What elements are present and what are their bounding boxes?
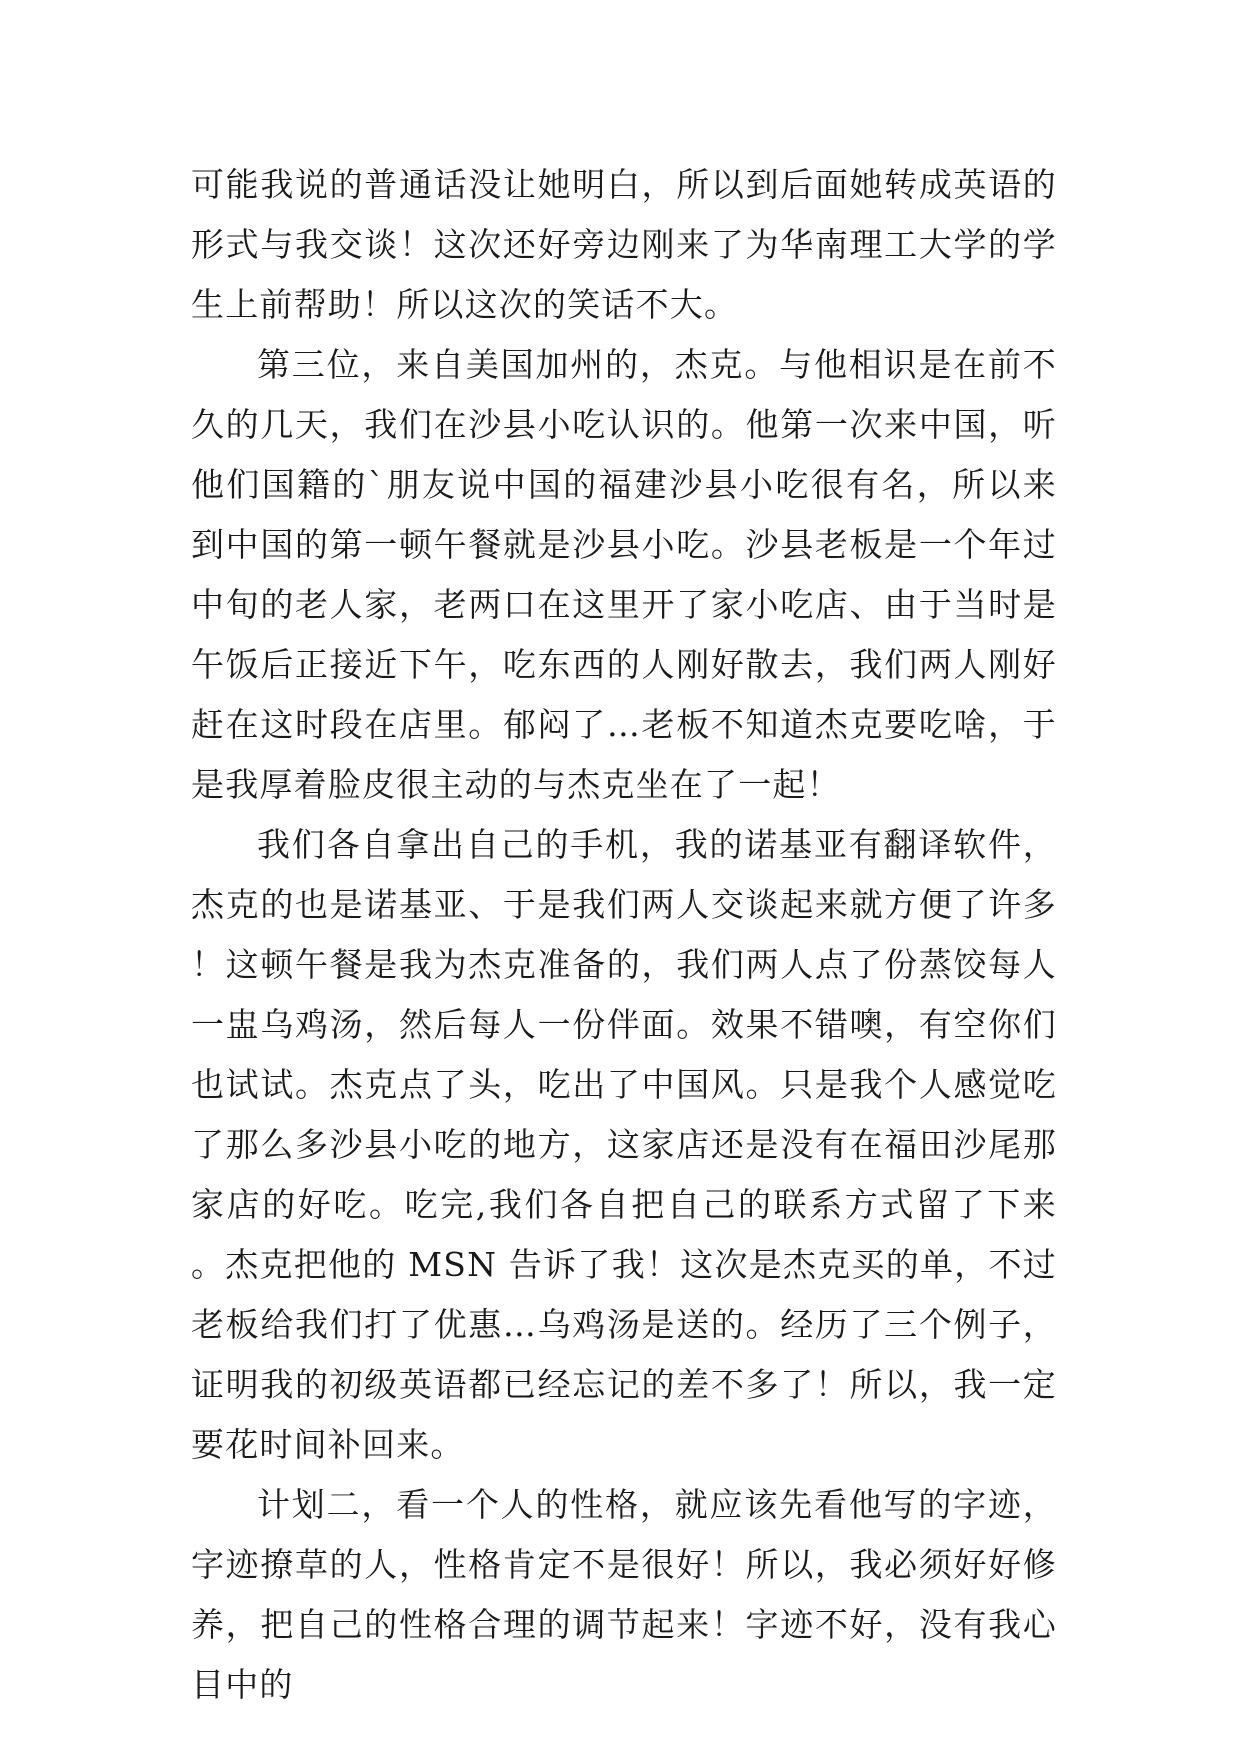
paragraph-4: 计划二，看一个人的性格，就应该先看他写的字迹，字迹撩草的人，性格肯定不是很好！所以，我必须好好修养，把自己的性格合理的调节起来！字迹不好，没有我心目中的 (191, 1485, 1057, 1704)
paragraph-1: 可能我说的普通话没让她明白，所以到后面她转成英语的形式与我交谈！这次还好旁边刚来了为华南理工大学的学生上前帮助！所以这次的笑话不大。 (191, 165, 1057, 324)
document-body (191, 155, 1057, 1715)
paragraph-2: 第三位，来自美国加州的，杰克。与他相识是在前不久的几天，我们在沙县小吃认识的。他第一次来中国，听他们国籍的`朋友说中国的福建沙县小吃很有名，所以来到中国的第一顿午餐就是沙县小吃。沙县老板是一个年过中旬的老人家，老两口在这里开了家小吃店、由于当时是午饭后正接近下午，吃东西的人刚好散去，我们两人刚好赶在这时段在店里。郁闷了…老板不知道杰克要吃啥，于是我厚着脸皮很主动的与杰克坐在了一起！ (191, 345, 1057, 804)
paragraph-3: 我们各自拿出自己的手机，我的诺基亚有翻译软件，杰克的也是诺基亚、于是我们两人交谈起来就方便了许多！这顿午餐是我为杰克准备的，我们两人点了份蒸饺每人一盅乌鸡汤，然后每人一份伴面。效果不错噢，有空你们也试试。杰克点了头，吃出了中国风。只是我个人感觉吃了那么多沙县小吃的地方，这家店还是没有在福田沙尾那家店的好吃。吃完,我们各自把自己的联系方式留了下来。杰克把他的 MSN 告诉了我！这次是杰克买的单，不过老板给我们打了优惠…乌鸡汤是送的。经历了三个例子，证明我的初级英语都已经忘记的差不多了！所以，我一定要花时间补回来。 (191, 825, 1057, 1464)
